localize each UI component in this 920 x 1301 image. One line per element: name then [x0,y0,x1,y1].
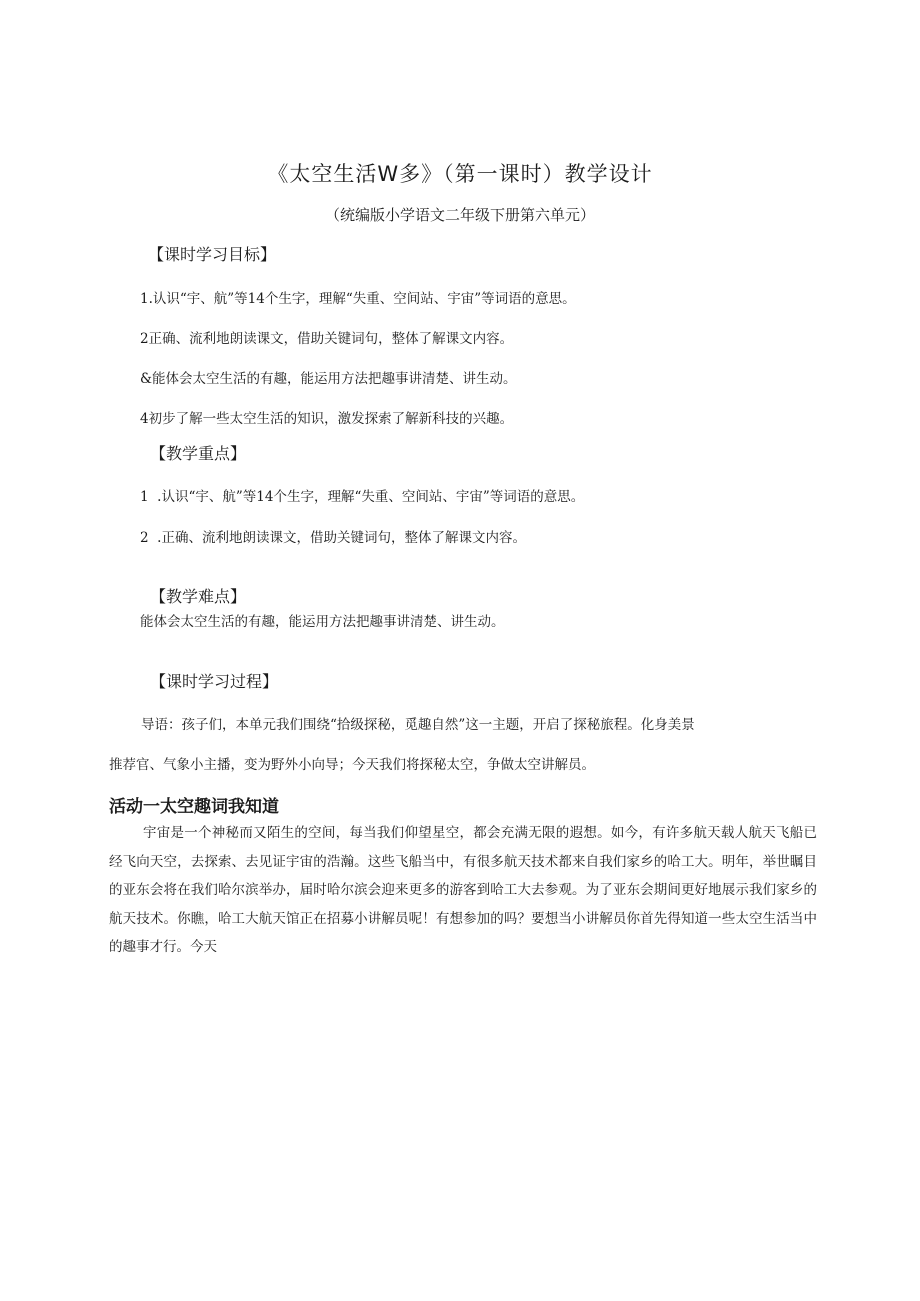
difficulties-heading: 【教学难点】 [150,587,247,606]
activity-paragraph: 宇宙是一个神秘而又陌生的空间，每当我们仰望星空，都会充满无限的遐想。如今，有许多航天载人航天飞船已经飞向天空，去探索、去见证宇宙的浩瀚。这些飞船当中，有很多航天技术都来自我们家乡的哈工大。明年，举世瞩目的亚东会将在我们哈尔滨举办，届时哈尔滨会迎来更多的游客到哈工大去参观。为了亚东会期间更好地展示我们家乡的航天技术。你瞧，哈工大航天馆正在招募小讲解员呢！有想参加的吗？要想当小讲解员你首先得知道一些太空生活当中的趣事才行。今天 [109,825,817,955]
difficulties-text: 能体会太空生活的有趣，能运用方法把趣事讲清楚、讲生动。 [140,614,505,630]
objective-item-1: 1.认识“宇、航”等14个生字，理解“失重、空间站、宇宙”等词语的意思。 [140,291,576,307]
process-heading: 【课时学习过程】 [150,672,279,691]
document-subtitle: （统编版小学语文二年级下册第六单元） [324,206,595,224]
objectives-heading: 【课时学习目标】 [148,245,277,264]
activity-heading: 活动一太空趣词我知道 [109,797,279,817]
objective-item-3: &能体会太空生活的有趣，能运用方法把趣事讲清楚、讲生动。 [140,371,517,387]
intro-line-2: 推荐官、气象小主播，变为野外小向导；今天我们将探秘太空，争做太空讲解员。 [109,757,595,773]
document-title: 《太空生活W多》（第一课时）教学设计 [267,162,653,186]
key-points-heading: 【教学重点】 [150,444,247,463]
intro-line-1: 导语：孩子们，本单元我们围绕“拾级探秘，觅趣自然”这一主题，开启了探秘旅程。化身美景 [141,717,695,733]
objective-item-4: 4初步了解一些太空生活的知识，激发探索了解新科技的兴趣。 [140,411,514,427]
key-point-item-1: 1 .认识“宇、航”等14个生字，理解“失重、空间站、宇宙”等词语的意思。 [140,489,585,505]
key-point-item-2: 2 .正确、流利地朗读课文，借助关键词句，整体了解课文内容。 [140,530,526,546]
objective-item-2: 2正确、流利地朗读课文，借助关键词句，整体了解课文内容。 [140,331,514,347]
